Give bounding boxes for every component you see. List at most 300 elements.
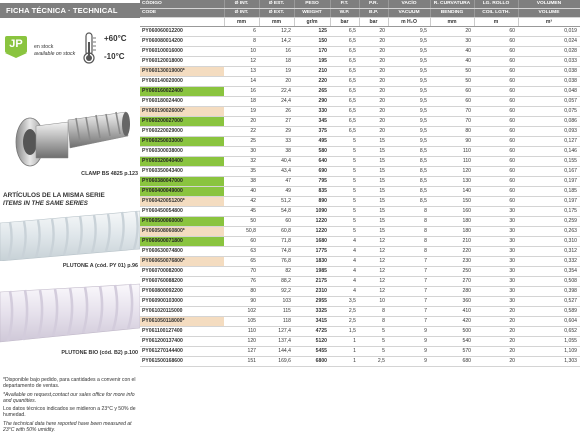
col-header: VOLUMEN <box>518 0 580 9</box>
cell-vacuum: 9,5 <box>388 27 430 37</box>
cell-coil-length: 60 <box>474 157 518 167</box>
table-row <box>140 77 580 87</box>
cell-working-pressure: 6,5 <box>330 37 359 47</box>
cell-vacuum: 9,5 <box>388 67 430 77</box>
cell-volume: 0,093 <box>518 127 580 137</box>
cell-inner-diameter: 90 <box>224 297 259 307</box>
cell-inner-diameter: 6 <box>224 27 259 37</box>
cell-coil-length: 30 <box>474 247 518 257</box>
unit-header: gr/m <box>294 18 330 27</box>
header-row-units <box>140 18 580 27</box>
cell-bending-radius: 150 <box>430 197 474 207</box>
cell-code: PY060060012200 <box>140 27 224 37</box>
cell-coil-length: 30 <box>474 287 518 297</box>
cell-outer-diameter: 127,4 <box>259 327 294 337</box>
cell-volume: 0,527 <box>518 297 580 307</box>
cell-volume: 0,310 <box>518 237 580 247</box>
cell-inner-diameter: 127 <box>224 347 259 357</box>
cell-working-pressure: 6,5 <box>330 57 359 67</box>
note-conditions-en: The technical data here reported have been measured at 23°C with 50% umidity. <box>3 421 132 434</box>
col-header: P.T. <box>330 0 359 9</box>
cell-working-pressure: 4 <box>330 247 359 257</box>
cell-vacuum: 9,5 <box>388 107 430 117</box>
cell-code: PY060760088200 <box>140 277 224 287</box>
col-header: P.R. <box>359 0 388 9</box>
cell-weight: 6800 <box>294 357 330 367</box>
cell-code: PY060140020000 <box>140 77 224 87</box>
cell-bending-radius: 410 <box>430 307 474 317</box>
cell-bending-radius: 210 <box>430 237 474 247</box>
cell-inner-diameter: 14 <box>224 77 259 87</box>
cell-coil-length: 60 <box>474 187 518 197</box>
cell-inner-diameter: 10 <box>224 47 259 57</box>
cell-burst-pressure: 12 <box>359 247 388 257</box>
cell-vacuum: 9 <box>388 337 430 347</box>
cell-weight: 265 <box>294 87 330 97</box>
cell-volume: 0,263 <box>518 227 580 237</box>
cell-weight: 4725 <box>294 327 330 337</box>
cell-burst-pressure: 8 <box>359 307 388 317</box>
cell-burst-pressure: 15 <box>359 147 388 157</box>
cell-burst-pressure: 15 <box>359 167 388 177</box>
cell-weight: 5455 <box>294 347 330 357</box>
col-header: VACÍO <box>388 0 430 9</box>
cell-outer-diameter: 27 <box>259 117 294 127</box>
cell-vacuum: 8,5 <box>388 197 430 207</box>
cell-volume: 0,075 <box>518 107 580 117</box>
col-header: VOLUME <box>518 9 580 18</box>
cell-vacuum: 8 <box>388 227 430 237</box>
cell-code: PY060100016000 <box>140 47 224 57</box>
cell-outer-diameter: 118 <box>259 317 294 327</box>
cell-working-pressure: 3,5 <box>330 297 359 307</box>
unit-header: mm <box>224 18 259 27</box>
cell-weight: 2955 <box>294 297 330 307</box>
plutone-a-hose-image <box>0 209 140 261</box>
cell-outer-diameter: 60 <box>259 217 294 227</box>
table-row <box>140 97 580 107</box>
cell-weight: 220 <box>294 77 330 87</box>
cell-outer-diameter: 71,8 <box>259 237 294 247</box>
cell-working-pressure: 4 <box>330 277 359 287</box>
table-row <box>140 167 580 177</box>
cell-vacuum: 9,5 <box>388 127 430 137</box>
thermometer-icon <box>76 30 102 66</box>
cell-code: PY060800092200 <box>140 287 224 297</box>
cell-code: PY060130019000* <box>140 67 224 77</box>
cell-outer-diameter: 49 <box>259 187 294 197</box>
cell-vacuum: 7 <box>388 287 430 297</box>
cell-coil-length: 60 <box>474 57 518 67</box>
table-row <box>140 67 580 77</box>
table-row <box>140 347 580 357</box>
cell-bending-radius: 140 <box>430 187 474 197</box>
cell-burst-pressure: 20 <box>359 107 388 117</box>
cell-weight: 3325 <box>294 307 330 317</box>
cell-inner-diameter: 70 <box>224 267 259 277</box>
cell-working-pressure: 6,5 <box>330 127 359 137</box>
table-row <box>140 37 580 47</box>
cell-burst-pressure: 15 <box>359 137 388 147</box>
cell-inner-diameter: 35 <box>224 167 259 177</box>
cell-burst-pressure: 15 <box>359 227 388 237</box>
cell-weight: 1090 <box>294 207 330 217</box>
cell-outer-diameter: 92,2 <box>259 287 294 297</box>
cell-outer-diameter: 144,4 <box>259 347 294 357</box>
cell-outer-diameter: 14,2 <box>259 37 294 47</box>
cell-volume: 1,055 <box>518 337 580 347</box>
cell-inner-diameter: 16 <box>224 87 259 97</box>
cell-burst-pressure: 12 <box>359 267 388 277</box>
unit-header <box>140 18 224 27</box>
cell-working-pressure: 2,5 <box>330 317 359 327</box>
cell-coil-length: 60 <box>474 97 518 107</box>
stock-note <box>34 44 75 57</box>
cell-code: PY061200137400 <box>140 337 224 347</box>
cell-bending-radius: 180 <box>430 227 474 237</box>
cell-working-pressure: 2,5 <box>330 307 359 317</box>
cell-working-pressure: 4 <box>330 287 359 297</box>
unit-header: m³ <box>518 18 580 27</box>
cell-coil-length: 20 <box>474 307 518 317</box>
cell-vacuum: 7 <box>388 317 430 327</box>
cell-bending-radius: 250 <box>430 267 474 277</box>
cell-coil-length: 60 <box>474 67 518 77</box>
cell-weight: 375 <box>294 127 330 137</box>
col-header: Ø INT. <box>224 0 259 9</box>
cell-working-pressure: 5 <box>330 207 359 217</box>
cell-vacuum: 7 <box>388 307 430 317</box>
cell-working-pressure: 1 <box>330 357 359 367</box>
cell-working-pressure: 6,5 <box>330 97 359 107</box>
col-header: WEIGHT <box>294 9 330 18</box>
cell-bending-radius: 680 <box>430 357 474 367</box>
cell-volume: 0,146 <box>518 147 580 157</box>
cell-vacuum: 7 <box>388 277 430 287</box>
cell-volume: 0,048 <box>518 87 580 97</box>
cell-burst-pressure: 20 <box>359 27 388 37</box>
cell-inner-diameter: 40 <box>224 187 259 197</box>
cell-inner-diameter: 50,8 <box>224 227 259 237</box>
cell-outer-diameter: 76,8 <box>259 257 294 267</box>
cell-bending-radius: 70 <box>430 117 474 127</box>
table-row <box>140 47 580 57</box>
table-row <box>140 307 580 317</box>
table-row <box>140 257 580 267</box>
cell-vacuum: 7 <box>388 267 430 277</box>
cell-vacuum: 9,5 <box>388 87 430 97</box>
cell-coil-length: 30 <box>474 267 518 277</box>
notes-block <box>3 377 138 436</box>
cell-coil-length: 20 <box>474 347 518 357</box>
cell-weight: 2175 <box>294 277 330 287</box>
cell-outer-diameter: 43,4 <box>259 167 294 177</box>
table-row <box>140 107 580 117</box>
cell-working-pressure: 5 <box>330 177 359 187</box>
jp-stock-logo: JP <box>5 36 27 53</box>
cell-inner-diameter: 80 <box>224 287 259 297</box>
col-header: VACUUM <box>388 9 430 18</box>
table-row <box>140 267 580 277</box>
cell-inner-diameter: 65 <box>224 257 259 267</box>
cell-bending-radius: 60 <box>430 97 474 107</box>
cell-weight: 330 <box>294 107 330 117</box>
table-row <box>140 177 580 187</box>
unit-header: m H₂O <box>388 18 430 27</box>
cell-vacuum: 8,5 <box>388 187 430 197</box>
cell-bending-radius: 570 <box>430 347 474 357</box>
unit-header: bar <box>359 18 388 27</box>
cell-coil-length: 60 <box>474 107 518 117</box>
table-row <box>140 147 580 157</box>
cell-code: PY060120018000 <box>140 57 224 67</box>
cell-weight: 835 <box>294 187 330 197</box>
cell-bending-radius: 420 <box>430 317 474 327</box>
cell-weight: 690 <box>294 167 330 177</box>
cell-outer-diameter: 47 <box>259 177 294 187</box>
cell-volume: 0,024 <box>518 37 580 47</box>
cell-bending-radius: 130 <box>430 177 474 187</box>
cell-vacuum: 9,5 <box>388 77 430 87</box>
cell-inner-diameter: 102 <box>224 307 259 317</box>
cell-vacuum: 7 <box>388 297 430 307</box>
col-header: BENDING <box>430 9 474 18</box>
cell-weight: 1830 <box>294 257 330 267</box>
cell-code: PY060700082000 <box>140 267 224 277</box>
cell-code: PY060350043400 <box>140 167 224 177</box>
cell-bending-radius: 180 <box>430 217 474 227</box>
cell-coil-length: 60 <box>474 167 518 177</box>
col-header: PESO <box>294 0 330 9</box>
cell-inner-diameter: 45 <box>224 207 259 217</box>
cell-outer-diameter: 82 <box>259 267 294 277</box>
series-title: ARTÍCULOS DE LA MISMA SERIE <box>3 192 105 199</box>
table-row <box>140 117 580 127</box>
cell-code: PY060380047000 <box>140 177 224 187</box>
cell-outer-diameter: 74,8 <box>259 247 294 257</box>
cell-vacuum: 9 <box>388 357 430 367</box>
cell-burst-pressure: 20 <box>359 87 388 97</box>
header-row-en <box>140 9 580 18</box>
cell-coil-length: 20 <box>474 327 518 337</box>
cell-bending-radius: 540 <box>430 337 474 347</box>
cell-outer-diameter: 24,4 <box>259 97 294 107</box>
cell-volume: 0,033 <box>518 57 580 67</box>
cell-code: PY061270144400 <box>140 347 224 357</box>
cell-outer-diameter: 137,4 <box>259 337 294 347</box>
cell-volume: 0,354 <box>518 267 580 277</box>
cell-code: PY060220029000 <box>140 127 224 137</box>
cell-inner-diameter: 19 <box>224 107 259 117</box>
cell-outer-diameter: 40,4 <box>259 157 294 167</box>
cell-weight: 495 <box>294 137 330 147</box>
cell-burst-pressure: 15 <box>359 177 388 187</box>
cell-coil-length: 60 <box>474 127 518 137</box>
cell-bending-radius: 60 <box>430 87 474 97</box>
table-body <box>140 27 580 367</box>
cell-coil-length: 60 <box>474 147 518 157</box>
jp-logo-tab <box>5 53 27 58</box>
cell-coil-length: 20 <box>474 337 518 347</box>
cell-vacuum: 9,5 <box>388 37 430 47</box>
cell-volume: 0,197 <box>518 177 580 187</box>
cell-coil-length: 60 <box>474 137 518 147</box>
cell-weight: 580 <box>294 147 330 157</box>
cell-weight: 5120 <box>294 337 330 347</box>
cell-burst-pressure: 10 <box>359 297 388 307</box>
cell-inner-diameter: 18 <box>224 97 259 107</box>
cell-volume: 0,508 <box>518 277 580 287</box>
cell-bending-radius: 280 <box>430 287 474 297</box>
cell-coil-length: 60 <box>474 87 518 97</box>
table-row <box>140 217 580 227</box>
cell-burst-pressure: 15 <box>359 217 388 227</box>
header-row-es <box>140 0 580 9</box>
temperature-min: -10°C <box>104 52 125 61</box>
cell-coil-length: 30 <box>474 277 518 287</box>
cell-outer-diameter: 16 <box>259 47 294 57</box>
cell-bending-radius: 90 <box>430 137 474 147</box>
unit-header: m <box>474 18 518 27</box>
cell-weight: 290 <box>294 97 330 107</box>
cell-coil-length: 20 <box>474 357 518 367</box>
cell-bending-radius: 220 <box>430 247 474 257</box>
cell-vacuum: 9,5 <box>388 97 430 107</box>
cell-outer-diameter: 38 <box>259 147 294 157</box>
cell-inner-diameter: 120 <box>224 337 259 347</box>
cell-inner-diameter: 13 <box>224 67 259 77</box>
cell-volume: 0,312 <box>518 247 580 257</box>
cell-coil-length: 30 <box>474 257 518 267</box>
cell-burst-pressure: 20 <box>359 77 388 87</box>
clamp-caption: CLAMP BS 4825 p.123 <box>81 171 138 177</box>
cell-volume: 0,057 <box>518 97 580 107</box>
table-row <box>140 127 580 137</box>
table-row <box>140 207 580 217</box>
cell-weight: 150 <box>294 37 330 47</box>
cell-volume: 0,652 <box>518 327 580 337</box>
table-row <box>140 297 580 307</box>
cell-vacuum: 7 <box>388 257 430 267</box>
cell-working-pressure: 6,5 <box>330 87 359 97</box>
cell-burst-pressure: 5 <box>359 327 388 337</box>
cell-coil-length: 30 <box>474 227 518 237</box>
cell-weight: 2310 <box>294 287 330 297</box>
cell-volume: 0,019 <box>518 27 580 37</box>
cell-vacuum: 9,5 <box>388 57 430 67</box>
cell-coil-length: 30 <box>474 217 518 227</box>
cell-outer-diameter: 20 <box>259 77 294 87</box>
cell-burst-pressure: 20 <box>359 47 388 57</box>
cell-coil-length: 60 <box>474 177 518 187</box>
cell-burst-pressure: 12 <box>359 287 388 297</box>
cell-burst-pressure: 20 <box>359 127 388 137</box>
cell-code: PY060508060800* <box>140 227 224 237</box>
table-row <box>140 87 580 97</box>
cell-vacuum: 9 <box>388 347 430 357</box>
note-availability-es: *Disponible bajo pedido, para cantidades a convenir con el departamento de ventas. <box>3 377 136 390</box>
cell-working-pressure: 6,5 <box>330 47 359 57</box>
cell-burst-pressure: 12 <box>359 237 388 247</box>
cell-working-pressure: 5 <box>330 167 359 177</box>
cell-vacuum: 8 <box>388 247 430 257</box>
cell-burst-pressure: 2,5 <box>359 357 388 367</box>
cell-outer-diameter: 19 <box>259 67 294 77</box>
cell-burst-pressure: 20 <box>359 97 388 107</box>
cell-code: PY060300038000 <box>140 147 224 157</box>
cell-code: PY061500168600 <box>140 357 224 367</box>
cell-inner-diameter: 12 <box>224 57 259 67</box>
cell-outer-diameter: 51,2 <box>259 197 294 207</box>
cell-outer-diameter: 115 <box>259 307 294 317</box>
cell-inner-diameter: 50 <box>224 217 259 227</box>
cell-bending-radius: 110 <box>430 157 474 167</box>
cell-bending-radius: 230 <box>430 257 474 267</box>
cell-volume: 0,038 <box>518 67 580 77</box>
cell-bending-radius: 160 <box>430 207 474 217</box>
cell-coil-length: 60 <box>474 117 518 127</box>
cell-volume: 0,086 <box>518 117 580 127</box>
cell-inner-diameter: 25 <box>224 137 259 147</box>
cell-bending-radius: 360 <box>430 297 474 307</box>
col-header: Ø EXT. <box>259 9 294 18</box>
cell-coil-length: 30 <box>474 237 518 247</box>
cell-bending-radius: 40 <box>430 47 474 57</box>
cell-burst-pressure: 15 <box>359 187 388 197</box>
table-row <box>140 227 580 237</box>
cell-working-pressure: 6,5 <box>330 67 359 77</box>
plutone-bio-caption: PLUTONE BIO (cód. B2) p.100 <box>61 350 138 356</box>
cell-inner-diameter: 42 <box>224 197 259 207</box>
table-row <box>140 27 580 37</box>
cell-outer-diameter: 33 <box>259 137 294 147</box>
cell-weight: 1985 <box>294 267 330 277</box>
cell-weight: 170 <box>294 47 330 57</box>
table-row <box>140 327 580 337</box>
cell-outer-diameter: 169,6 <box>259 357 294 367</box>
cell-burst-pressure: 12 <box>359 277 388 287</box>
cell-bending-radius: 270 <box>430 277 474 287</box>
table-row <box>140 247 580 257</box>
cell-bending-radius: 500 <box>430 327 474 337</box>
cell-working-pressure: 6,5 <box>330 77 359 87</box>
cell-working-pressure: 5 <box>330 197 359 207</box>
table-row <box>140 287 580 297</box>
col-header: COIL LGTH. <box>474 9 518 18</box>
cell-outer-diameter: 26 <box>259 107 294 117</box>
clamp-fitting-image <box>8 96 136 170</box>
cell-bending-radius: 50 <box>430 77 474 87</box>
cell-coil-length: 30 <box>474 297 518 307</box>
cell-code: PY060200027000 <box>140 117 224 127</box>
cell-volume: 1,109 <box>518 347 580 357</box>
cell-coil-length: 20 <box>474 317 518 327</box>
cell-weight: 1775 <box>294 247 330 257</box>
cell-volume: 0,185 <box>518 187 580 197</box>
cell-vacuum: 8,5 <box>388 177 430 187</box>
cell-code: PY060900103000 <box>140 297 224 307</box>
cell-code: PY060400049000 <box>140 187 224 197</box>
cell-vacuum: 8 <box>388 217 430 227</box>
cell-outer-diameter: 103 <box>259 297 294 307</box>
cell-coil-length: 60 <box>474 37 518 47</box>
cell-code: PY060650076800* <box>140 257 224 267</box>
cell-outer-diameter: 12,2 <box>259 27 294 37</box>
table-row <box>140 357 580 367</box>
cell-bending-radius: 110 <box>430 147 474 157</box>
col-header: B.P. <box>359 9 388 18</box>
cell-volume: 0,028 <box>518 47 580 57</box>
